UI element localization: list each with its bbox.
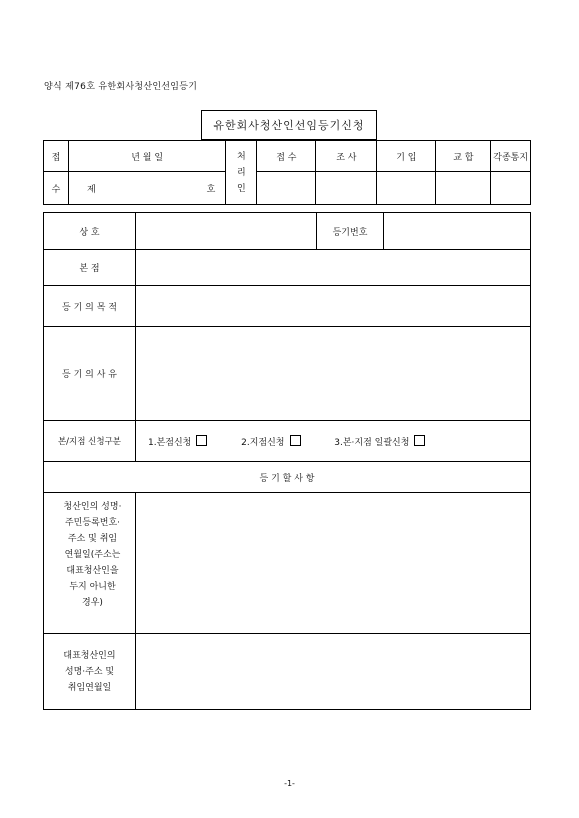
handler-label: 처 리 인 <box>226 141 257 205</box>
purpose-field[interactable] <box>136 286 531 327</box>
col-notice: 각종통지 <box>491 141 531 172</box>
branch-type-options <box>136 421 531 462</box>
application-table <box>43 212 531 710</box>
receipt-number-prefix: 제 <box>69 172 161 205</box>
option-head-office: 1.본점신청 <box>148 437 192 448</box>
page-number: -1- <box>284 779 295 788</box>
liquidator-info-field[interactable] <box>136 493 531 634</box>
head-office-label: 본 점 <box>44 250 136 286</box>
rep-liquidator-label: 대표청산인의 성명·주소 및 취임연월일 <box>44 634 136 710</box>
both-checkbox[interactable] <box>414 435 425 446</box>
receipt-number-suffix: 호 <box>161 172 226 205</box>
branch-checkbox[interactable] <box>290 435 301 446</box>
document-title: 유한회사청산인선임등기신청 <box>201 110 377 140</box>
receipt-table <box>43 140 531 205</box>
branch-type-label: 본/지점 신청구분 <box>44 421 136 462</box>
gii-cell[interactable] <box>377 172 436 205</box>
option-both: 3.본·지점 일괄신청 <box>334 437 410 448</box>
trade-name-field[interactable] <box>136 213 317 250</box>
receipt-label-su: 수 <box>44 172 69 205</box>
reg-number-field[interactable] <box>384 213 531 250</box>
jeopsu-cell[interactable] <box>257 172 316 205</box>
josa-cell[interactable] <box>316 172 377 205</box>
purpose-label: 등 기 의 목 적 <box>44 286 136 327</box>
head-office-checkbox[interactable] <box>196 435 207 446</box>
col-josa: 조 사 <box>316 141 377 172</box>
matters-header: 등 기 할 사 항 <box>44 462 531 493</box>
receipt-label-jeop: 접 <box>44 141 69 172</box>
notice-cell[interactable] <box>491 172 531 205</box>
option-branch: 2.지점신청 <box>241 437 285 448</box>
col-gii: 기 입 <box>377 141 436 172</box>
form-number-label: 양식 제76호 유한회사청산인선임등기 <box>44 82 198 92</box>
col-gyohap: 교 합 <box>436 141 491 172</box>
reason-field[interactable] <box>136 327 531 421</box>
rep-liquidator-field[interactable] <box>136 634 531 710</box>
trade-name-label: 상 호 <box>44 213 136 250</box>
gyohap-cell[interactable] <box>436 172 491 205</box>
receipt-date-field[interactable]: 년 월 일 <box>69 141 226 172</box>
col-jeopsu: 접 수 <box>257 141 316 172</box>
reg-number-label: 등기번호 <box>317 213 384 250</box>
reason-label: 등 기 의 사 유 <box>44 327 136 421</box>
liquidator-info-label: 청산인의 성명· 주민등록번호· 주소 및 취임 연월일(주소는 대표청산인을 두지 아니한 경우) <box>44 493 136 634</box>
head-office-field[interactable] <box>136 250 531 286</box>
